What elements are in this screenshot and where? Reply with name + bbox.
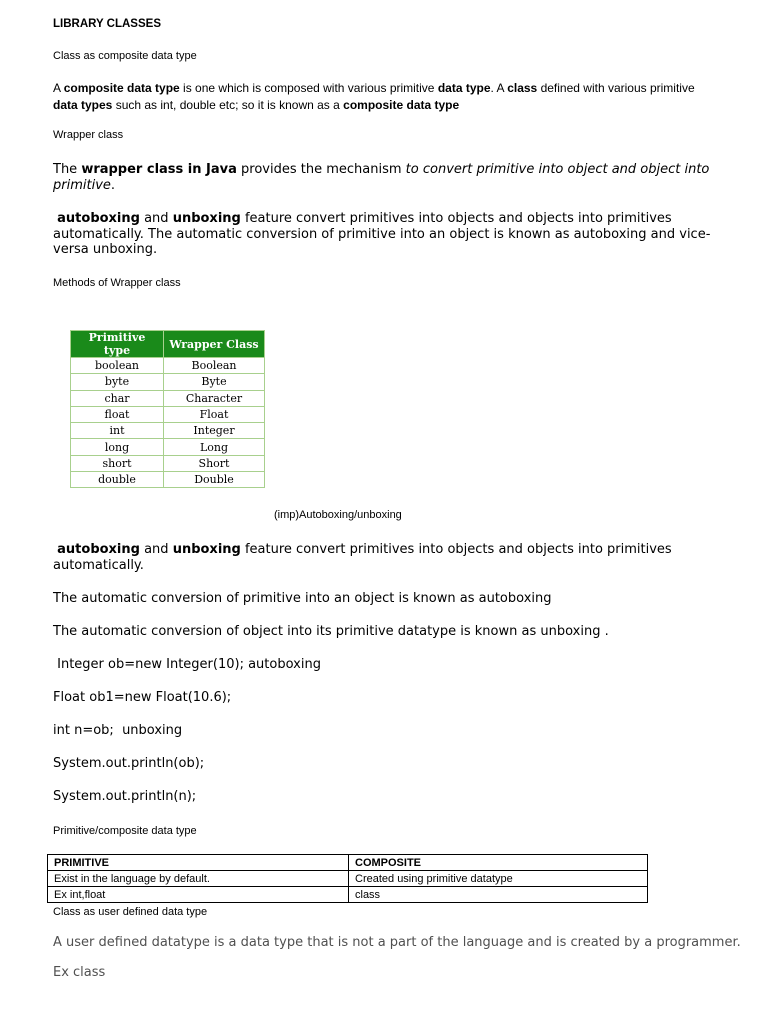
table-row [48, 887, 648, 903]
table-cell: Boolean [164, 358, 265, 374]
wrapper-paragraph: The wrapper class in Java provides the mechanism to convert primitive into object and object into primitive. [53, 162, 710, 193]
table-cell: short [71, 455, 164, 471]
code-line: Float ob1=new Float(10.6); [53, 690, 232, 705]
unboxing-definition: The automatic conversion of object into its primitive datatype is known as unboxing . [53, 624, 609, 639]
table-cell: byte [71, 374, 164, 390]
code-line: System.out.println(ob); [53, 756, 205, 771]
column-header: Primitive type [71, 331, 164, 358]
table-header-row [48, 855, 648, 871]
table-cell: int [71, 423, 164, 439]
methods-heading: Methods of Wrapper class [53, 277, 181, 289]
primitive-composite-table [47, 854, 648, 903]
wrapper-class-table [70, 330, 265, 488]
code-line: System.out.println(n); [53, 789, 197, 804]
column-header: PRIMITIVE [48, 855, 349, 871]
column-header: COMPOSITE [349, 855, 648, 871]
autoboxing-unboxing-heading: (imp)Autoboxing/unboxing [274, 509, 402, 521]
table-cell: Exist in the language by default. [48, 871, 349, 887]
table-header-row [71, 331, 265, 358]
column-header: Wrapper Class [164, 331, 265, 358]
autoboxing-paragraph: autoboxing and unboxing feature convert primitives into objects and objects into primitives automatically. The automatic conversion of primitive into an object is known as autoboxing and vice-versa unboxing. [53, 211, 711, 257]
table-cell: Ex int,float [48, 887, 349, 903]
table-row [71, 423, 265, 439]
udt-example: Ex class [53, 965, 106, 980]
table-cell: class [349, 887, 648, 903]
table-cell: double [71, 472, 164, 488]
composite-heading: Class as composite data type [53, 50, 197, 62]
table-cell: Character [164, 390, 265, 406]
autoboxing-definition: The automatic conversion of primitive into an object is known as autoboxing [53, 591, 552, 606]
table-row [48, 871, 648, 887]
table-cell: Float [164, 406, 265, 422]
code-line: int n=ob; unboxing [53, 723, 183, 738]
table-cell: Integer [164, 423, 265, 439]
table-cell: Short [164, 455, 265, 471]
udt-paragraph: A user defined datatype is a data type that is not a part of the language and is created by a programmer. [53, 935, 741, 950]
table-cell: Long [164, 439, 265, 455]
table-row [71, 472, 265, 488]
autoboxing-paragraph-2: autoboxing and unboxing feature convert primitives into objects and objects into primitives automatically. [53, 542, 672, 573]
compare-heading: Primitive/composite data type [53, 825, 197, 837]
table-cell: long [71, 439, 164, 455]
wrapper-heading: Wrapper class [53, 129, 124, 141]
table-row [71, 358, 265, 374]
page-title: LIBRARY CLASSES [53, 18, 161, 30]
table-row [71, 439, 265, 455]
code-line: Integer ob=new Integer(10); autoboxing [53, 657, 321, 672]
udt-heading: Class as user defined data type [53, 906, 208, 918]
table-row [71, 455, 265, 471]
table-cell: float [71, 406, 164, 422]
table-row [71, 374, 265, 390]
table-cell: Byte [164, 374, 265, 390]
table-row [71, 406, 265, 422]
composite-paragraph: A composite data type is one which is composed with various primitive data type. A class defined with various primitive data types such as int, double etc; so it is known as a composite data type [53, 81, 695, 112]
table-cell: Double [164, 472, 265, 488]
table-cell: char [71, 390, 164, 406]
table-cell: boolean [71, 358, 164, 374]
table-row [71, 390, 265, 406]
table-cell: Created using primitive datatype [349, 871, 648, 887]
